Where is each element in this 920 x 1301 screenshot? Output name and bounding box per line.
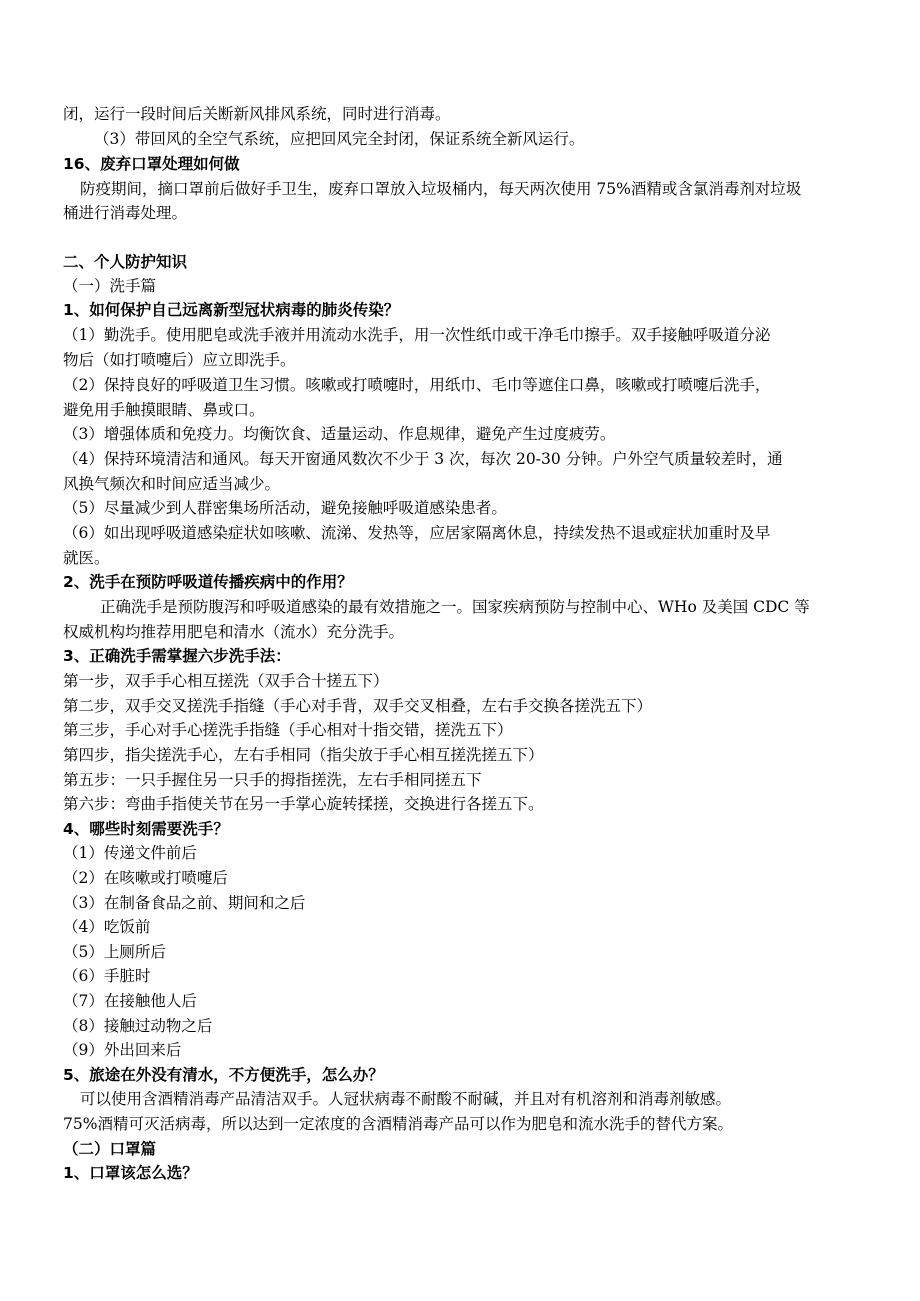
body-text: 风换气频次和时间应适当减少。 bbox=[63, 475, 281, 493]
question-heading: 1、如何保护自己远离新型冠状病毒的肺炎传染？ bbox=[63, 301, 400, 319]
body-text: 权威机构均推荐用肥皂和清水（流水）充分洗手。 bbox=[63, 623, 405, 641]
question-heading: 1、口罩该怎么选？ bbox=[63, 1164, 198, 1182]
chapter-heading: 二、个人防护知识 bbox=[63, 253, 188, 271]
body-text: 桶进行消毒处理。 bbox=[63, 204, 188, 222]
section-heading: 16、废弃口罩处理如何做 bbox=[63, 155, 240, 173]
body-text: （5）尽量减少到人群密集场所活动，避免接触呼吸道感染患者。 bbox=[63, 499, 507, 517]
body-text: 闭，运行一段时间后关断新风排风系统，同时进行消毒。 bbox=[63, 105, 451, 123]
step-item: 第四步，指尖搓洗手心，左右手相同（指尖放于手心相互搓洗搓五下） bbox=[63, 746, 544, 764]
list-item: （1）传递文件前后 bbox=[63, 844, 197, 862]
step-item: 第一步，双手手心相互搓洗（双手合十搓五下） bbox=[63, 672, 389, 690]
body-text: （2）保持良好的呼吸道卫生习惯。咳嗽或打喷嚏时，用纸巾、毛巾等遮住口鼻，咳嗽或打喷嚏后洗手， bbox=[63, 376, 771, 394]
body-text: （3）带回风的全空气系统，应把回风完全封闭，保证系统全新风运行。 bbox=[94, 130, 585, 148]
list-item: （8）接触过动物之后 bbox=[63, 1017, 213, 1035]
body-text: 防疫期间，摘口罩前后做好手卫生，废弃口罩放入垃圾桶内，每天两次使用 75%酒精或含氯消毒剂对垃圾 bbox=[80, 180, 802, 198]
question-heading: 2、洗手在预防呼吸道传播疾病中的作用？ bbox=[63, 573, 353, 591]
question-heading: 4、哪些时刻需要洗手？ bbox=[63, 820, 229, 838]
body-text: 物后（如打喷嚏后）应立即洗手。 bbox=[63, 351, 296, 369]
list-item: （7）在接触他人后 bbox=[63, 992, 197, 1010]
body-text: 75%酒精可灭活病毒，所以达到一定浓度的含酒精消毒产品可以作为肥皂和流水洗手的替代方案。 bbox=[63, 1115, 733, 1133]
step-item: 第六步：弯曲手指使关节在另一手掌心旋转揉搓，交换进行各搓五下。 bbox=[63, 795, 544, 813]
body-text: （3）增强体质和免疫力。均衡饮食、适量运动、作息规律，避免产生过度疲劳。 bbox=[63, 425, 616, 443]
list-item: （2）在咳嗽或打喷嚏后 bbox=[63, 869, 228, 887]
body-text: （4）保持环境清洁和通风。每天开窗通风数次不少于 3 次，每次 20-30 分钟。户外空气质量较差时，通 bbox=[63, 450, 783, 468]
subsection-heading: （二）口罩篇 bbox=[63, 1140, 157, 1158]
question-heading: 3、正确洗手需掌握六步洗手法： bbox=[63, 647, 291, 665]
body-text: 就医。 bbox=[63, 549, 110, 567]
body-text: 可以使用含酒精消毒产品清洁双手。人冠状病毒不耐酸不耐碱，并且对有机溶剂和消毒剂敏感。 bbox=[80, 1090, 732, 1108]
step-item: 第五步：一只手握住另一只手的拇指搓洗，左右手相同搓五下 bbox=[63, 771, 482, 789]
list-item: （6）手脏时 bbox=[63, 967, 151, 985]
list-item: （5）上厕所后 bbox=[63, 943, 166, 961]
step-item: 第二步，双手交叉搓洗手指缝（手心对手背，双手交叉相叠，左右手交换各搓洗五下） bbox=[63, 697, 653, 715]
list-item: （3）在制备食品之前、期间和之后 bbox=[63, 894, 306, 912]
question-heading: 5、旅途在外没有清水，不方便洗手，怎么办？ bbox=[63, 1066, 384, 1084]
body-text: （6）如出现呼吸道感染症状如咳嗽、流涕、发热等，应居家隔离休息，持续发热不退或症状加重时及早 bbox=[63, 524, 771, 542]
subsection-heading: （一）洗手篇 bbox=[63, 277, 157, 295]
step-item: 第三步，手心对手心搓洗手指缝（手心相对十指交错，搓洗五下） bbox=[63, 721, 513, 739]
list-item: （9）外出回来后 bbox=[63, 1041, 182, 1059]
body-text: （1）勤洗手。使用肥皂或洗手液并用流动水洗手，用一次性纸巾或干净毛巾擦手。双手接触呼吸道分泌 bbox=[63, 326, 771, 344]
body-text: 避免用手触摸眼睛、鼻或口。 bbox=[63, 401, 265, 419]
body-text: 正确洗手是预防腹泻和呼吸道感染的最有效措施之一。国家疾病预防与控制中心、WHo 及美国 CDC 等 bbox=[100, 598, 810, 616]
list-item: （4）吃饭前 bbox=[63, 918, 151, 936]
